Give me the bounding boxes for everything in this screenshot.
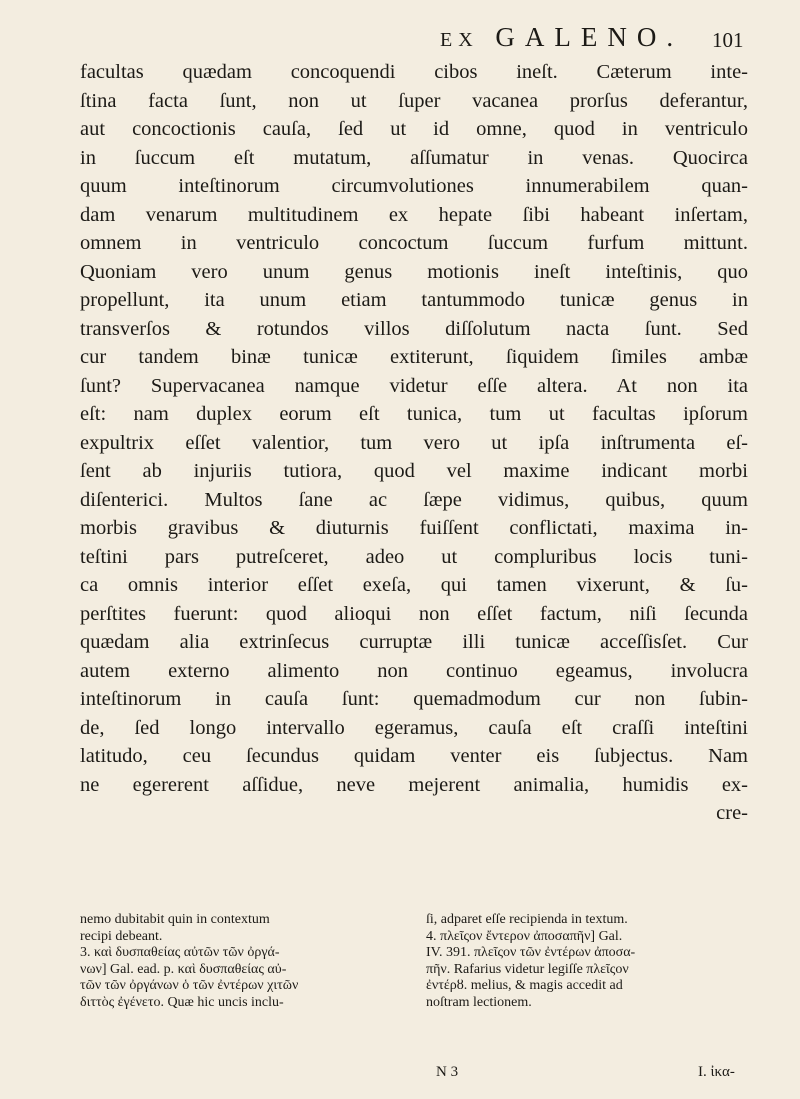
text-line: morbis gravibus & diuturnis fuiſſent conflictati, maxima in- <box>80 517 748 539</box>
text-line: expultrix eſſet valentior, tum vero ut ipſa inſtrumenta eſ- <box>80 431 748 454</box>
text-line: teſtini pars putreſceret, adeo ut compluribus locis tuni- <box>80 545 748 568</box>
running-title <box>440 22 683 53</box>
catchword: I. ἰκα- <box>698 1064 735 1080</box>
footnote-line: τῶν τῶν ὀργάνων ὁ τῶν ἐντέρων χιτῶν <box>80 978 299 993</box>
text-line: ca omnis interior eſſet exeſa, qui tamen vixerunt, & ſu- <box>80 574 748 596</box>
footnote-line: 4. πλεῖςον ἔντερον ἀποσαπῆν] Gal. <box>426 928 623 944</box>
text-line: perſtites fuerunt: quod alioqui non eſſet factum, niſi ſecunda <box>80 602 748 625</box>
text-line: transverſos & rotundos villos diſſolutum nacta ſunt. Sed <box>80 317 748 340</box>
signature-mark: N 3 <box>436 1064 459 1080</box>
footnotes-left-column <box>80 912 400 1011</box>
text-line: de, ſed longo intervallo egeramus, cauſa eſt craſſi inteſtini <box>80 716 748 739</box>
text-line: inteſtinorum in cauſa ſunt: quemadmodum cur non ſubin- <box>80 688 748 710</box>
text-line: dam venarum multitudinem ex hepate ſibi habeant inſertam, <box>80 203 748 226</box>
text-line: cur tandem binæ tunicæ extiterunt, ſiquidem ſimiles ambæ <box>80 346 748 368</box>
text-line: ſent ab injuriis tutiora, quod vel maxime indicant morbi <box>80 460 748 482</box>
text-line: autem externo alimento non continuo egeamus, involucra <box>80 659 748 682</box>
footnotes-right-column <box>426 912 746 1011</box>
text-line: cre- <box>716 802 748 824</box>
footnote-line: nemo dubitabit quin in contextum <box>80 912 270 927</box>
text-line: diſenterici. Multos ſane ac ſæpe vidimus, quibus, quum <box>80 488 748 511</box>
text-line: ſunt? Supervacanea namque videtur eſſe altera. At non ita <box>80 374 748 397</box>
page-number: 101 <box>712 28 744 52</box>
text-line: omnem in ventriculo concoctum ſuccum furfum mittunt. <box>80 232 748 254</box>
footnote-line: recipi debeant. <box>80 928 163 944</box>
footnote-line: διττὸς ἐγένετο. Quæ hic uncis inclu- <box>80 994 284 1010</box>
text-line: facultas quædam concoquendi cibos ineſt. Cæterum inte- <box>80 61 748 83</box>
text-line: aut concoctionis cauſa, ſed ut id omne, quod in ventriculo <box>80 118 748 140</box>
footnote-line: νων] Gal. ead. p. καὶ δυσπαθείας αὐ- <box>80 961 287 977</box>
text-line: latitudo, ceu ſecundus quidam venter eis ſubjectus. Nam <box>80 745 748 767</box>
text-line: in ſuccum eſt mutatum, aſſumatur in venas. Quocirca <box>80 146 748 169</box>
text-line: quum inteſtinorum circumvolutiones innumerabilem quan- <box>80 175 748 197</box>
text-line: ſtina facta ſunt, non ut ſuper vacanea prorſus deferantur, <box>80 89 748 112</box>
main-text <box>80 58 748 828</box>
running-title-main: GALENO. <box>495 22 684 52</box>
signature-line <box>436 1064 748 1086</box>
text-line: propellunt, ita unum etiam tantummodo tunicæ genus in <box>80 289 748 311</box>
text-line: ne egererent aſſidue, neve mejerent animalia, humidis ex- <box>80 773 748 796</box>
footnote-line: 3. καὶ δυσπαθείας αὐτῶν τῶν ὀργά- <box>80 945 280 960</box>
footnote-line: ſi, adparet eſſe recipienda in textum. <box>426 912 628 927</box>
footnote-line: IV. 391. πλεῖςον τῶν ἐντέρων ἀποσα- <box>426 945 636 960</box>
running-title-prefix: EX <box>440 29 479 51</box>
text-line: Quoniam vero unum genus motionis ineſt inteſtinis, quo <box>80 260 748 283</box>
footnote-line: πῆν. Rafarius videtur legiſſe πλεῖςον <box>426 961 629 977</box>
footnote-line: ἐντέρȣ. melius, & magis accedit ad <box>426 978 623 993</box>
text-line: quædam alia extrinſecus curruptæ illi tunicæ acceſſisſet. Cur <box>80 631 748 653</box>
text-line: eſt: nam duplex eorum eſt tunica, tum ut facultas ipſorum <box>80 403 748 425</box>
footnote-line: noſtram lectionem. <box>426 994 532 1010</box>
running-head <box>0 14 800 54</box>
